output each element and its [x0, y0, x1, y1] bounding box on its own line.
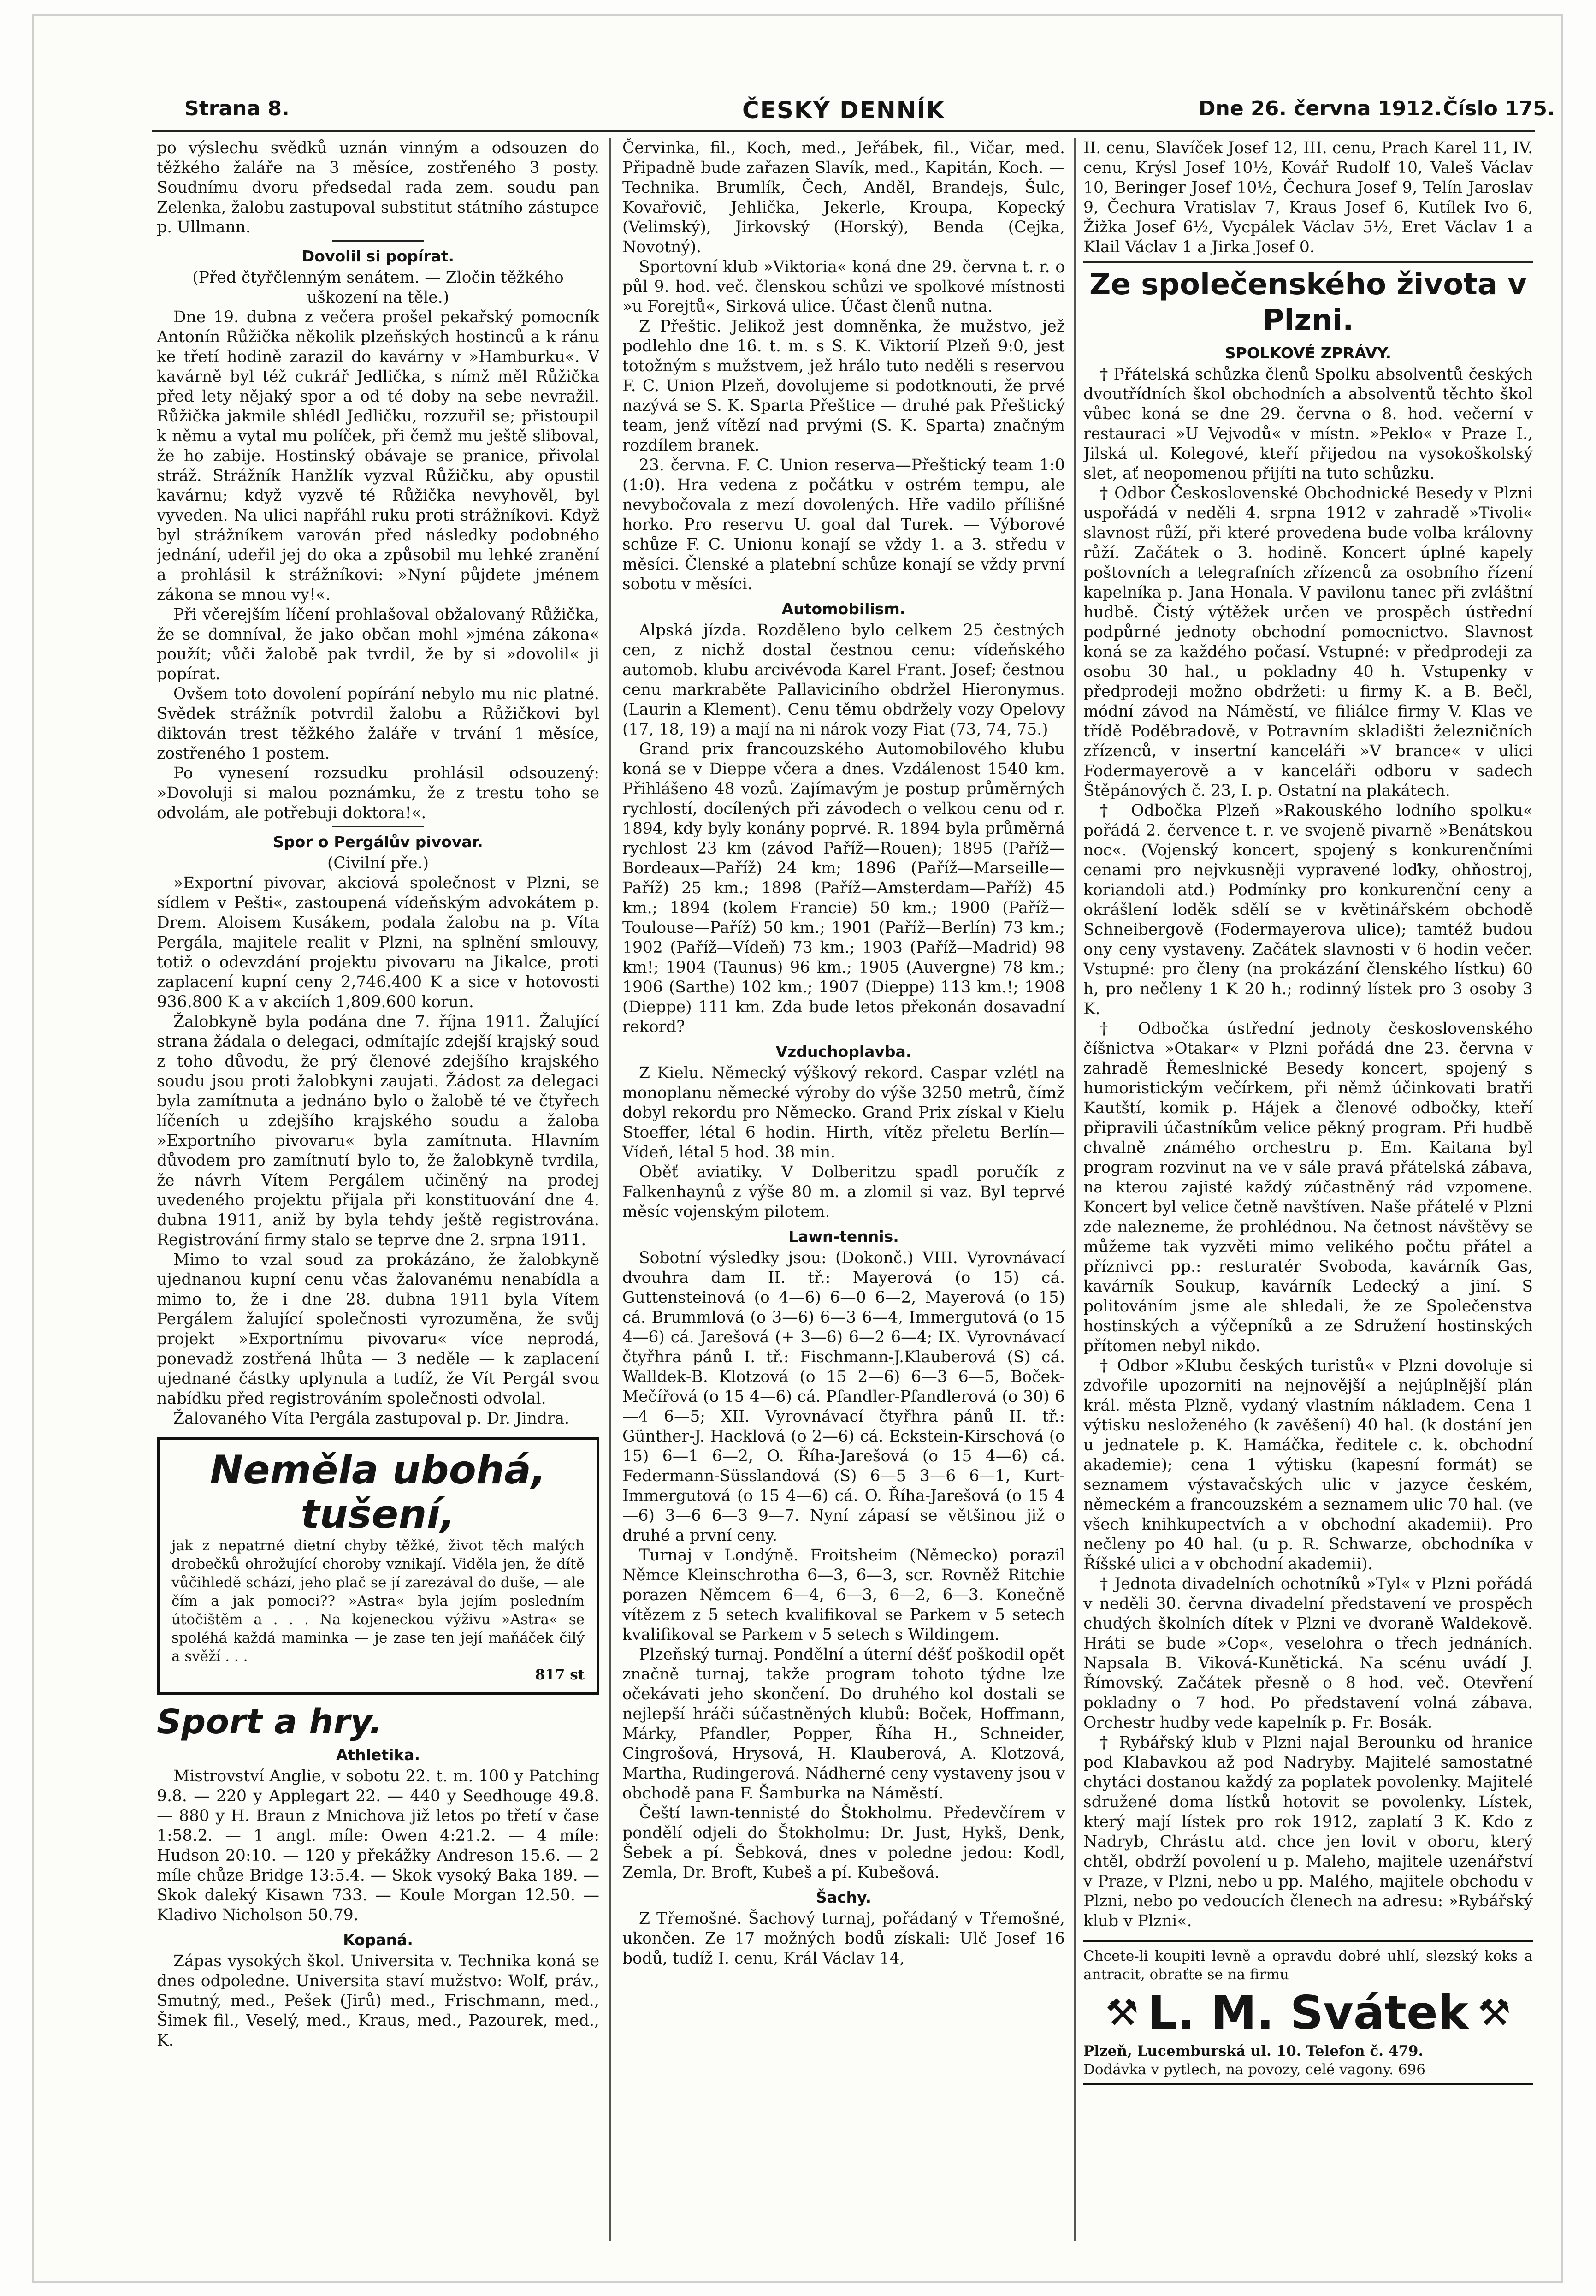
article-text: Z Třemošné. Šachový turnaj, pořádaný v Třemošné, ukončen. Ze 17 možných bodů získali: Ulč Josef 16 bodů, tudíž I. cenu, Král Václav 14, — [622, 1910, 1065, 1968]
ad-body: jak z nepatrné dietní chyby těžké, život těch malých drobečků ohrožující choroby vznikají. Viděla jen, že dítě vůčihledě schází, jeho plač se jí zarezával do duše, — ale čím a jak pomoci?? »Astra« byla jejím posledním útočištěm a . . . Na kojeneckou výživu »Astra« se spoléhá každá maminka — je zase ten její maňáček čilý a svěží . . . — [171, 1537, 585, 1665]
ad-firm — [1083, 1987, 1533, 2038]
column-2 — [622, 138, 1065, 2250]
article-text: »Exportní pivovar, akciová společnost v Plzni, se sídlem v Pešti«, zastoupená vídeňským advokátem p. Drem. Aloisem Kusákem, podala žalobu na p. Víta Pergála, majitele realit v Plzni, na splnění smlouvy, totiž o odevzdání projektu pivovaru na Jikalce, proti zaplacení kupní ceny 2,746.400 K a sice v hotovosti 936.800 K a v akciích 1,809.600 korun. — [157, 874, 599, 1011]
article-heading: Vzduchoplavba. — [775, 1043, 912, 1061]
column-1 — [157, 138, 599, 2250]
page-number: Strana 8. — [184, 97, 290, 120]
article-text: Sobotní výsledky jsou: (Dokonč.) VIII. Vyrovnávací dvouhra dam II. tř.: Mayerová (o 15) cá. Guttensteinová (o 4—6) 6—0 6—2, Mayerová (o 15) cá. Brummlová (o 3—6) 6—3 6—4, Immergutová (o 15 4—6) cá. Jarešová (+ 3—6) 6—2 6—4; IX. Vyrovnávací čtyřhra pánů I. tř.: Fischmann-J.Klauberová (S) cá. Walldek-B. Klotzová (o 15 2—6) 6—3 6—5, Boček-Mečířová (o 15 4—6) cá. Pfandler-Pfandlerová (o 30) 6—4 6—5; XII. Vyrovnávací čtyřhra pánů II. tř.: Günther-J. Hacklová (o 2—6) cá. Eckstein-Kirschová (o 15) 6—1 6—2, O. Říha-Jarešová (o 15 4—6) cá. Federmann-Süsslandová (S) 6—5 3—6 6—1, Kurt-Immergutová (o 15 4—6) cá. O. Říha-Jarešová (o 15 4—6) 3—6 6—3 9—7. Nyní zápasí se většinou již o druhé a první ceny. — [622, 1249, 1065, 1545]
article-text: Z Kielu. Německý výškový rekord. Caspar vzlétl na monoplanu německé výroby do výše 3250 metrů, čímž dobyl rekordu pro Německo. Grand Prix získal v Kielu Stoeffer, létal 6 hodin. Hirth, vítěz přeletu Berlín—Vídeň, létal 5 hod. 38 min. — [622, 1064, 1065, 1162]
article-text: Žalovaného Víta Pergála zastupoval p. Dr. Jindra. — [173, 1409, 570, 1428]
article-heading: Spor o Pergálův pivovar. — [273, 833, 483, 851]
article-subheading: (Před čtyřčlenným senátem. — Zločin těžkého uškození na těle.) — [192, 268, 564, 307]
article-heading: SPOLKOVÉ ZPRÁVY. — [1224, 344, 1392, 362]
issue-number: Číslo 175. — [1443, 97, 1555, 120]
article-heading: Kopaná. — [343, 1931, 413, 1949]
article-text: † Odbočka ústřední jednoty československého číšnictva »Otakar« v Plzni pořádá dne 23. června v zahradě Řemeslnické Besedy koncert, spojený s humoristickým večírkem, při němž účinkovati bratři Kautští, komik p. Hájek a členové odbočky, kteří připravili účastníkům velice pěkný program. Při hudbě chvalně známého orchestru p. Em. Kaitana byl program rozvinut na ve v sále pravá přátelská zábava, na kterou zajisté každý zúčastněný rád vzpomene. Koncert byl velice četně navštíven. Naše přátelé v Plzni zde nalezneme, že prohlédnou. Na četnost návštěvy se můžeme tak vyzvěti mimo velikého počtu přátel a příznivci pp.: resturatér Svoboda, kavárník Gas, kavárník Soukup, kavárník Ledecký a jiní. S politováním jsme ale shledali, že ze Společenstva hostinských a výčepníků a ze Sdružení hostinských přítomen nebyl nikdo. — [1083, 1020, 1533, 1355]
issue-date: Dne 26. června 1912. — [1199, 97, 1442, 120]
article-text: Mistrovství Anglie, v sobotu 22. t. m. 100 y Patching 9.8. — 220 y Applegart 22. — 440 y Seedhouge 49.8. — 880 y H. Braun z Mnichova již letos po třetí v čase 1:58.2. — 1 angl. míle: Owen 4:21.2. — 4 míle: Hudson 20:10. — 120 y překážky Andreson 15.6. — 2 míle chůze Bridge 13:5.4. — Skok vysoký Baka 189. — Skok daleký Kisawn 733. — Koule Morgan 12.50. — Kladivo Nicholson 50.79. — [157, 1767, 599, 1924]
article-text: Sportovní klub »Viktoria« koná dne 29. června t. r. o půl 9. hod. več. členskou schůzi ve spolkové místnosti »u Forejtů«, Sirková ulice. Účast členů nutna. — [622, 258, 1065, 316]
article-heading: Lawn-tennis. — [788, 1228, 899, 1246]
advertisement-astra — [157, 1437, 599, 1695]
article-text: Ovšem toto dovolení popírání nebylo mu nic platné. Svědek strážník potvrdil žalobu a Růžičkovi byl diktován trest těžkého žaláře v trvání 1 měsíce, zostřeného 1 postem. — [157, 685, 599, 763]
article-text: Při včerejším líčení prohlašoval obžalovaný Růžička, že se domníval, že jako občan mohl »jména zákona« použít; vůči žalobě pak tvrdil, že by si »dovolil« ji popírat. — [157, 605, 599, 683]
column-3 — [1083, 138, 1533, 2250]
article-text: Grand prix francouzského Automobilového klubu koná se v Dieppe včera a dnes. Vzdálenost 1540 km. Přihlášeno 48 vozů. Zajímavým je postup průměrných rychlostí, docílených při závodech o velkou cenu od r. 1894, kdy byly konány poprvé. R. 1894 byla průměrná rychlost 23 km (závod Paříž—Rouen); 1895 (Paříž—Bordeaux—Paříž) 24 km; 1896 (Paříž—Marseille—Paříž) 25 km.; 1898 (Paříž—Amsterdam—Paříž) 45 km.; 1894 (kolem Francie) 50 km.; 1900 (Paříž—Toulouse—Paříž) 50 km.; 1901 (Paříž—Berlín) 73 km.; 1902 (Paříž—Vídeň) 73 km.; 1903 (Paříž—Madrid) 98 km!; 1904 (Taunus) 96 km.; 1905 (Auvergne) 78 km.; 1906 (Sarthe) 102 km.; 1907 (Dieppe) 113 km.!; 1908 (Dieppe) 111 km. Zda bude letos překonán dosavadní rekord? — [622, 740, 1065, 1036]
hammer-icon: ⚒ — [1478, 1991, 1511, 2034]
ad-text: Dodávka v pytlech, na povozy, celé vagony. 696 — [1083, 2061, 1425, 2078]
divider — [332, 826, 424, 827]
article-text: Alpská jízda. Rozděleno bylo celkem 25 čestných cen, z nichž dostal čestnou cenu: vídeňského automob. klubu arcivévoda Karel Frant. Josef; čestnou cenu markraběte Pallaviciního obdržel Hieronymus. (Laurin a Klement). Cenu těmu obdržely vozy Opelovy (17, 18, 19) a mají na ni nárok vozy Fiat (73, 74, 75.) — [622, 621, 1065, 739]
column-separator-2 — [1074, 138, 1076, 2241]
masthead-title: ČESKÝ DENNÍK — [742, 97, 945, 124]
ad-code: 817 st — [535, 1667, 585, 1683]
column-separator-1 — [609, 138, 611, 2241]
article-subheading: (Civilní pře.) — [327, 854, 429, 872]
ad-address: Plzeň, Lucemburská ul. 10. Telefon č. 479. — [1083, 2043, 1424, 2059]
article-text: † Odbočka Plzeň »Rakouského lodního spolku« pořádá 2. července t. r. ve svojeně pivarně »Benátskou noc«. (Vojenský koncert, spojený s konkurenčními cenami pro nejvkusněji vypravené loďky, ohňostroj, koriandoli atd.) Podmínky pro konkurenční ceny a okrášlení loděk sdělí se v květinářském obchodě Schneibergově (Fodermayerova ulice); tamtéž budou ony ceny vystaveny. Začátek slavnosti v 6 hodin večer. Vstupné: pro členy (na prokázání členského lístku) 60 h, pro nečleny 1 K 20 h.; rodinný lístek pro 3 osoby 3 K. — [1083, 801, 1533, 1018]
article-heading: Šachy. — [816, 1888, 872, 1906]
header-rule — [152, 130, 1535, 132]
article-text: † Přátelská schůzka členů Spolku absolventů českých dvoutřídních škol obchodních a absolventů těchto škol vůbec koná se dne 29. června o 8. hod. večerní v restauraci »U Vejvodů« v místn. »Peklo« v Praze I., Jilská ul. Kolegové, kteří přijedou na vysokoškolský slet, ať neopomenou přijíti na tuto schůzku. — [1083, 365, 1533, 483]
hammer-icon: ⚒ — [1105, 1991, 1139, 2034]
article-text: Po vynesení rozsudku prohlásil odsouzený: »Dovoluji si malou poznámku, že z trestu toho se odvolám, ale potřebuji doktora!«. — [157, 764, 599, 822]
divider — [1083, 261, 1533, 263]
article-text: † Odbor Československé Obchodnické Besedy v Plzni uspořádá v neděli 4. srpna 1912 v zahradě »Tivoli« slavnost růží, při které provedena bude volba královny růží. Začátek o 3. hodině. Koncert úplné kapely poštovních a telegrafních zřízenců za osobního řízení kapelníka p. Jana Honala. V pavilonu tanec při zvláštní hudbě. Čistý výtěžek určen ve prospěch ústřední podpůrné jednoty obchodní pomocnictvo. Slavnost koná se za každého počasí. Vstupné: v předprodeji za osobu 30 hal., u pokladny 40 h. Vstupenky v předprodeji možno obdržeti: u firmy K. a B. Bečl, módní závod na Náměstí, ve filiálce firmy V. Klas ve třídě Poděbradově, v Potravním skladišti železničních zřízenců, v insertní kanceláři »V brance« v ulici Fodermayerově a v kanceláři odboru v sadech Štěpánových č. 23, I. p. Ostatní na plakátech. — [1083, 484, 1533, 800]
ad-text: Chcete-li koupiti levně a opravdu dobré uhlí, slezský koks a antracit, obraťte se na firmu — [1083, 1948, 1533, 1983]
article-text: † Jednota divadelních ochotníků »Tyl« v Plzni pořádá v neděli 30. června divadelní představení ve prospěch chudých školních dítek v Plzni ve dvoraně Waldekově. Hráti se bude »Cop«, veselohra o třech jednáních. Napsala B. Viková-Kunětická. Na scénu uvádí J. Římovský. Začátek přesně o 8 hod. več. Otevření pokladny o 7 hod. Po představení volná zábava. Orchestr hudby vede kapelník p. Fr. Bosák. — [1083, 1575, 1533, 1732]
article-text: II. cenu, Slavíček Josef 12, III. cenu, Prach Karel 11, IV. cenu, Krýsl Josef 10½, Kovář Rudolf 10, Valeš Václav 10, Beringer Josef 10½, Čechura Josef 9, Telín Jaroslav 9, Čechura Vratislav 7, Kraus Josef 6, Kutílek Ivo 6, Žižka Josef 6½, Vycpálek Václav 5½, Eret Václav 1 a Klail Václav 1 a Jirka Josef 0. — [1083, 139, 1533, 256]
divider — [332, 240, 424, 242]
article-text: Dne 19. dubna z večera prošel pekařský pomocník Antonín Růžička několik plzeňských hostinců a k ránu ke třetí hodině zarazil do kavárny v »Hamburku«. V kavárně byl též cukrář Jedlička, s nímž měl Růžička před lety nějaký spor a od té doby na sebe nevražil. Růžička jakmile shlédl Jedličku, rozzuřil se; přistoupil k němu a vytal mu políček, při čemž mu ještě sliboval, že ho zabije. Hostinský obávaje se pranice, přivolal stráž. Strážník Hanžlík vyzval Růžičku, aby opustil kavárnu; když vyzvě té Růžička nevyhověl, byl vyveden. Na ulici napřáhl ruku proti strážníkovi. Když byl strážníkem varován před následky podobného jednání, udeřil jej do oka a způsobil mu lehké zranění a prohlásil k strážníkovi: »Nyní půjdete jménem zákona se mnou vy!«. — [157, 308, 599, 604]
article-text: Plzeňský turnaj. Pondělní a úterní déšť poškodil opět značně turnaj, takže program tohoto týdne lze očekávati jeho skončení. Do druhého kol dostali se nejlepší hráči súčastněných klubů: Boček, Hoffmann, Márky, Pfandler, Popper, Říha H., Schneider, Cingrošová, Hrysová, H. Klauberová, A. Klotzová, Martha, Rudingerová. Nádherné ceny vystaveny jsou v obchodě pana F. Šamburka na Náměstí. — [622, 1645, 1065, 1803]
advertisement-svatek — [1083, 1940, 1533, 2085]
article-text: Z Přeštic. Jelikož jest domněnka, že mužstvo, jež podlehlo dne 16. t. m. s S. K. Viktorií Plzeň 9:0, jest totožným s mužstvem, jež hrálo tuto neděli s reservou F. C. Union Plzeň, dovolujeme si podotknouti, že prvé nazývá se S. K. Sparta Přeštice — druhé pak Přeštický team, jenž vítězí nad prvými (S. K. Sparta) značným rozdílem branek. — [622, 317, 1065, 455]
article-heading: Dovolil si popírat. — [301, 247, 455, 265]
article-heading: Automobilism. — [781, 600, 906, 618]
article-heading: Athletika. — [336, 1746, 420, 1764]
article-text: Mimo to vzal soud za prokázáno, že žalobkyně ujednanou kupní cenu včas žalovanému nenabídla a mimo to, že i dne 28. dubna 1911 byla Vítem Pergálem žalující společnosti vyrozuměna, že svůj projekt »Exportnímu pivovaru« více neprodá, ponevadž zostřená lhůta — 3 neděle — k zaplacení ujednané částky uplynula a tudíž, že Vít Pergál svou nabídku před registrováním společnosti odvolal. — [157, 1251, 599, 1408]
page-header — [184, 88, 1558, 129]
article-text: 23. června. F. C. Union reserva—Přeštický team 1:0 (1:0). Hra vedena z počátku v ostrém tempu, ale nevybočovala z mezí dovolených. Hře vadilo přílišné horko. Pro reservu U. goal dal Turek. — Výborové schůze F. C. Unionu konají se vždy 1. a 3. středu v měsíci. Členské a platební schůze konají se vždy první sobotu v měsíci. — [622, 456, 1065, 593]
article-text: † Odbor »Klubu českých turistů« v Plzni dovoluje si zdvořile upozorniti na nejnovější a nejúplnější plán král. města Plzně, vydaný vlastním nákladem. Cena 1 výtisku nesloženého (k zavěšení) 40 hal. (k dostání jen u jednatele p. K. Hamáčka, ředitele c. k. obchodní akademie); cena 1 výtisku (kapesní formát) se seznamem výstavačských ulic v jazyce českém, německém a francouzském a seznamem ulic 70 hal. (ve všech knihkupectvích a v obchodní akademii). Pro nečleny po 40 hal. (u p. R. Schwarze, obchodníka v Říšské ulici a v obchodní akademii). — [1083, 1357, 1533, 1573]
article-text: Žalobkyně byla podána dne 7. října 1911. Žalující strana žádala o delegaci, odmítajíc zdejší krajský soud z toho důvodu, že prý členové zdejšího krajského soudu jsou proti žalobkyni zaujati. Žádost za delegaci byla zamítnuta a jednáno bylo o žalobě té ve čtyřech líčeních u zdejšího krajského soudu a žaloba »Exportního pivovaru« byla zamítnuta. Hlavním důvodem pro zamítnutí bylo to, že žalobkyně tvrdila, že návrh Vítem Pergálem učiněný na prodej uvedeného projektu přijala při konstituování dne 4. dubna 1911, aniž by byla tehdy ještě registrována. Registrování firmy stalo se teprve dne 2. srpna 1911. — [157, 1013, 599, 1249]
ad-title: Neměla ubohá, tušení, — [210, 1447, 546, 1537]
section-title-sport: Sport a hry. — [157, 1702, 383, 1742]
section-title-society: Ze společenského života v Plzni. — [1089, 267, 1527, 338]
article-text: Oběť aviatiky. V Dolberitzu spadl poručík z Falkenhaynů z výše 80 m. a zlomil si vaz. Byl teprvé měsíc vojenským pilotem. — [622, 1163, 1065, 1221]
article-text: po výslechu svědků uznán vinným a odsouzen do těžkého žaláře na 3 měsíce, zostřeného 3 posty. Soudnímu dvoru předsedal rada zem. soudu pan Zelenka, žalobu zastupoval substitut státního zástupce p. Ullmann. — [157, 139, 599, 237]
article-text: † Rybářský klub v Plzni najal Berounku od hranice pod Klabavkou až pod Nadryby. Majitelé samostatné chytáci dostanou každý za poplatek povolenky. Majitelé sdružené doma lístků hotovit se povolenky. Lístek, který mají lístek pro rok 1912, zaplatí 3 K. Kdo z Nadryb, Chrástu atd. chce jen lovit v oboru, který chtěl, obdrží povolení u p. Maleho, majitele uzenářství v Praze, v Plzni, nebo u pp. Malého, majitele obchodu v Plzni, nebo po vedoucích členech na adresu: »Rybářský klub v Plzni«. — [1083, 1733, 1533, 1930]
ad-firm-name: L. M. Svátek — [1147, 1986, 1469, 2040]
article-text: Červinka, fil., Koch, med., Jeřábek, fil., Vičar, med. Připadně bude zařazen Slavík, med., Kapitán, Koch. — Technika. Brumlík, Čech, Anděl, Brandejs, Šulc, Kovařovič, Jehlička, Jekerle, Kroupa, Kopecký (Velimský), Jirkovský (Horský), Benda (Cejka, Novotný). — [622, 139, 1065, 256]
article-text: Čeští lawn-tennisté do Štokholmu. Předevčírem v pondělí odjeli do Štokholmu: Dr. Just, Hykš, Denk, Šebek a pí. Šebková, dnes v poledne jedou: Kodl, Zemla, Dr. Broft, Kubeš a pí. Kubešová. — [622, 1804, 1065, 1882]
article-text: Turnaj v Londýně. Froitsheim (Německo) porazil Němce Kleinschrotha 6—3, 6—3, scr. Rovněž Ritchie porazen Němcem 6—4, 6—3, 6—2, 6—3. Konečně vítězem z 5 setech kvalifikoval se Parkem v 5 setech kvalifikoval se Parkem v 5 setech s Wildingem. — [622, 1546, 1065, 1644]
article-text: Zápas vysokých škol. Universita v. Technika koná se dnes odpoledne. Universita staví mužstvo: Wolf, práv., Smutný, med., Pešek (Jirů) med., Frischmann, med., Šimek fil., Veselý, med., Kraus, med., Pazourek, med., K. — [157, 1952, 599, 2050]
